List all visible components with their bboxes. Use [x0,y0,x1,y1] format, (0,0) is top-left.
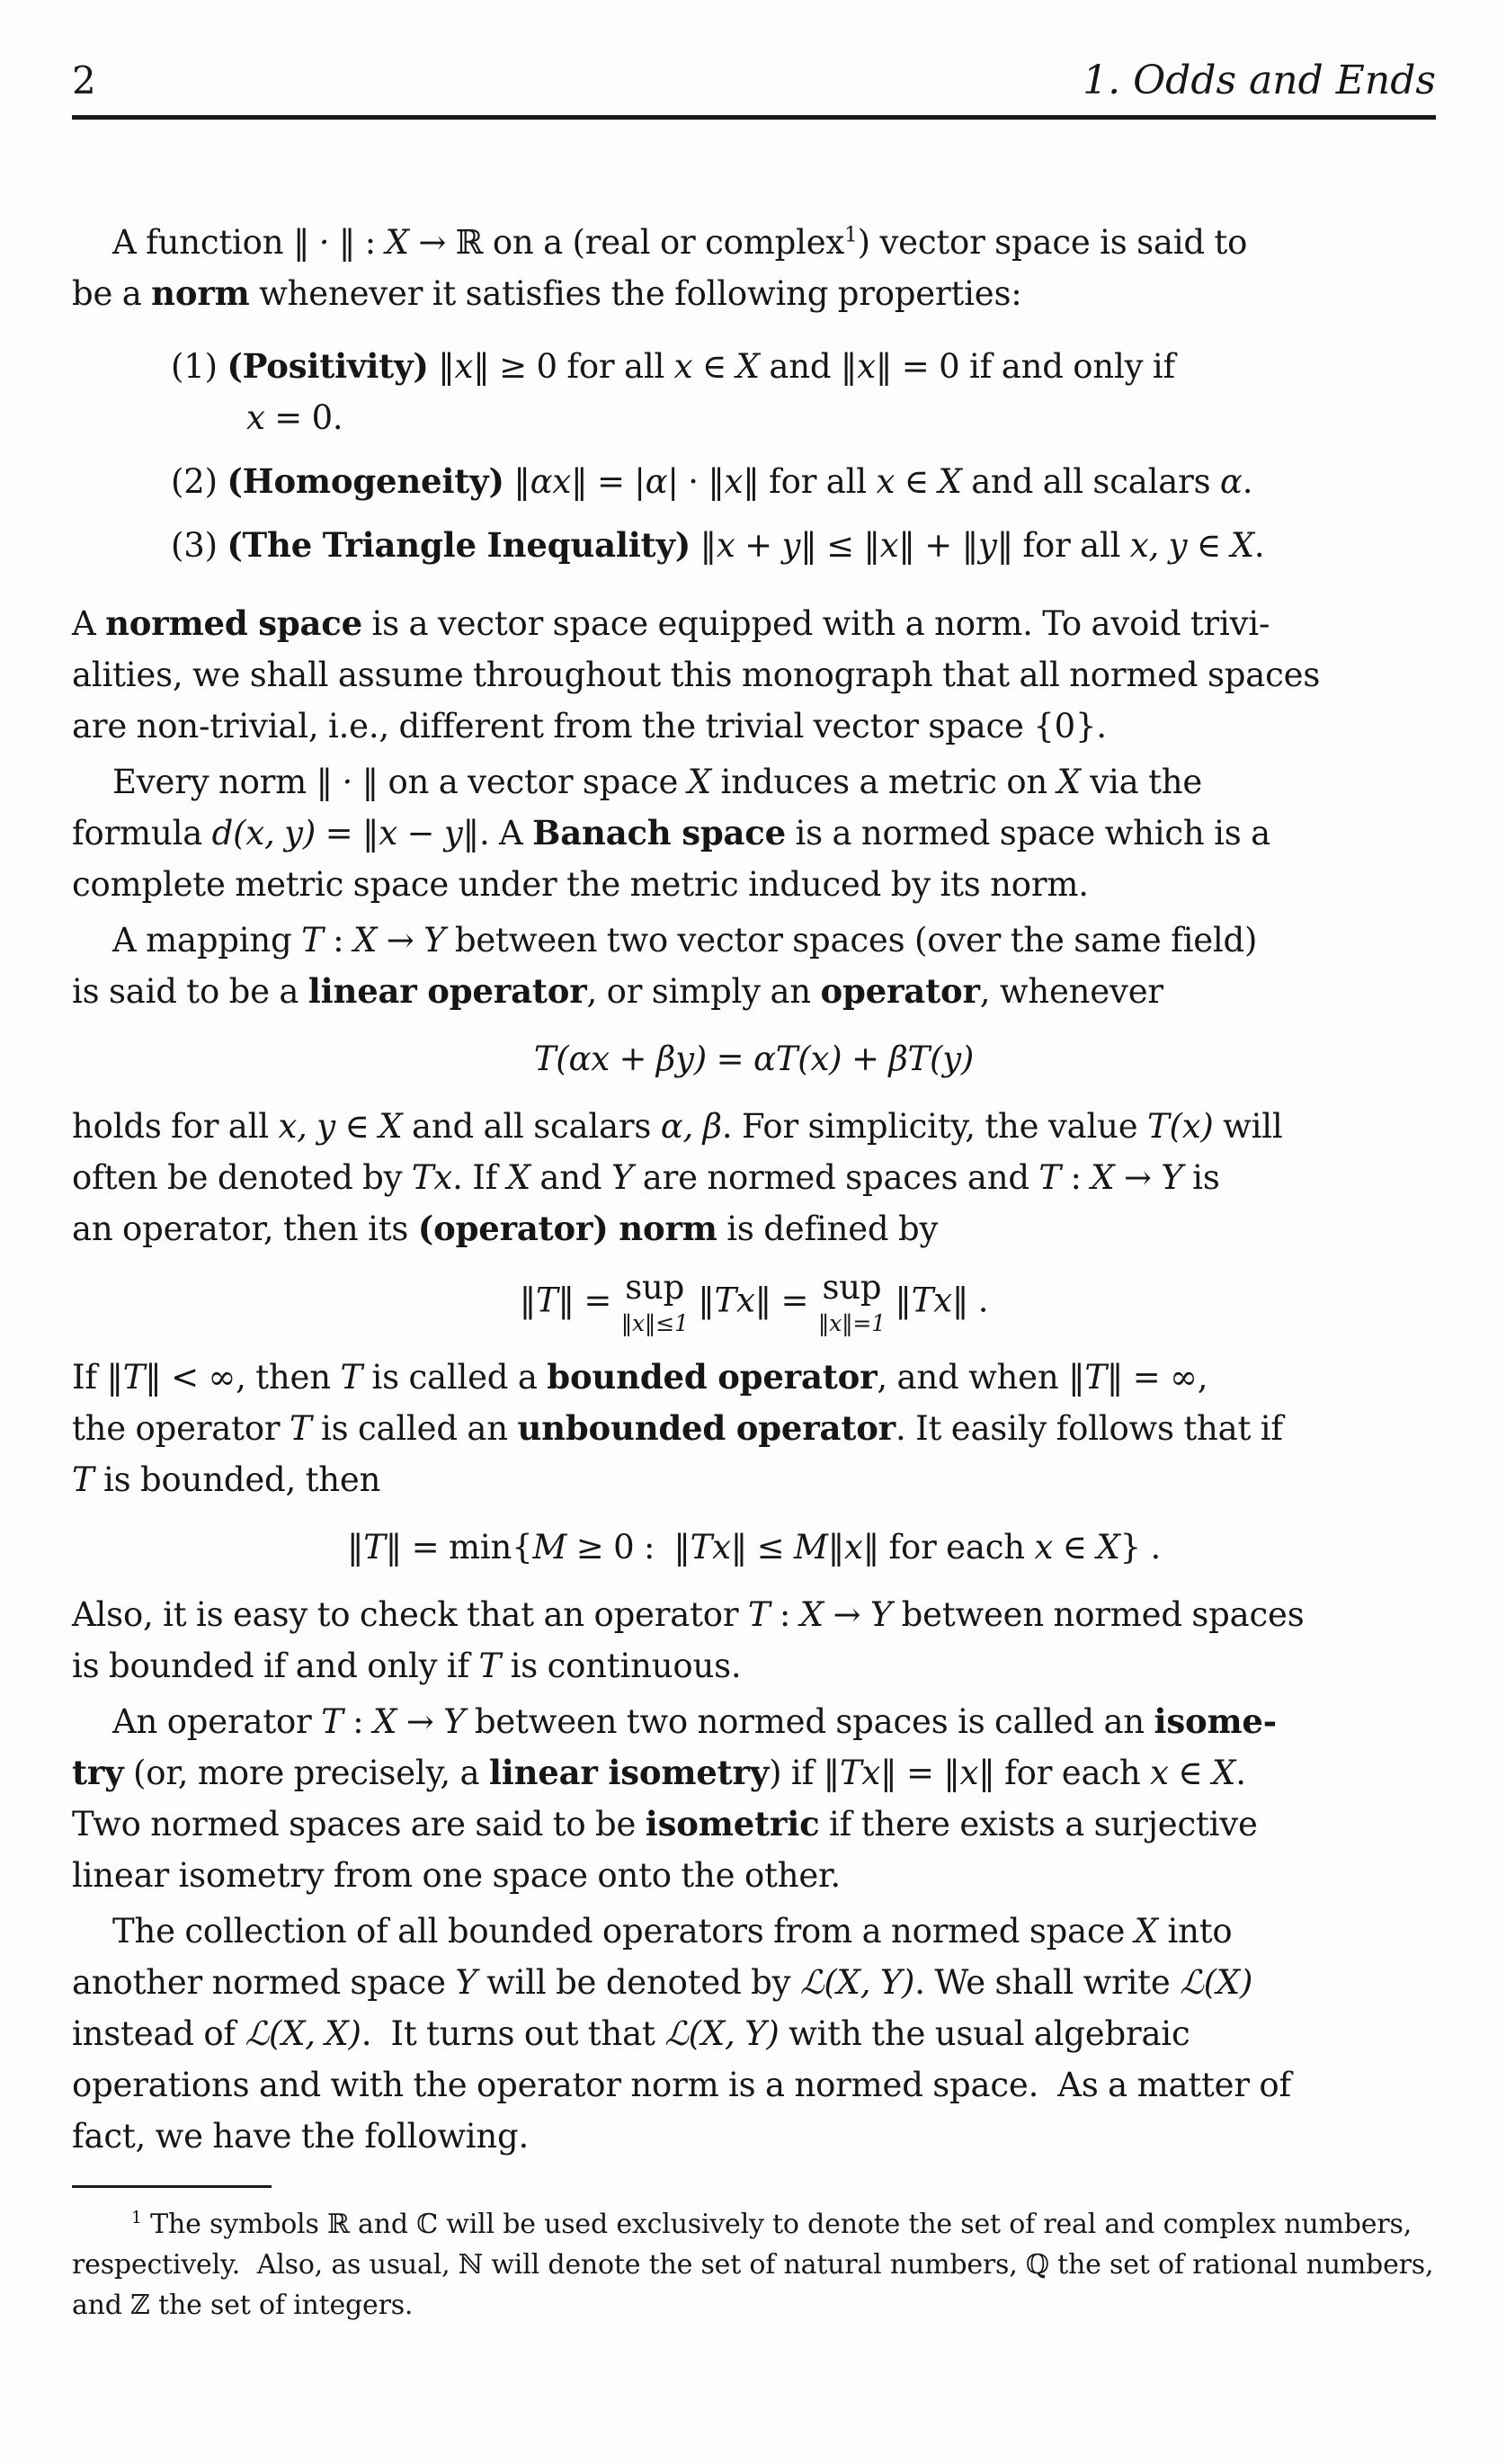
text-run: = [896,1754,944,1793]
text-run: βT(y) [888,1040,975,1078]
text-run: and ℤ the set of integers. [72,2290,414,2322]
property-list [72,341,1436,571]
text-run: · [678,462,708,501]
text-line [72,1957,1436,2008]
text-line [72,649,1436,701]
text-line [72,1906,1436,1957]
text-run: formula [72,814,212,853]
text-run: = 0. [264,398,343,437]
text-run: if there exists a surjective [819,1805,1258,1844]
text-run: is a normed space which is a [785,814,1270,853]
text-run [429,347,439,386]
text-run: ‖T‖ [346,1528,403,1567]
text-line [72,2204,1436,2245]
text-run: is called an [311,1409,518,1449]
text-run: are normed spaces and [633,1158,1039,1197]
text-line [72,1203,1436,1254]
text-run: T [1038,1158,1061,1197]
text-run: X [379,1107,403,1146]
text-run: < ∞, then [161,1358,341,1397]
text-run: ≥ 0 for all [489,347,674,386]
text-run: + [914,526,962,565]
list-item [72,456,1436,507]
text-run: → [1114,1158,1162,1197]
text-line [72,217,1436,268]
text-run: ‖Tx‖ [885,1281,969,1320]
text-run: fact, we have the following. [72,2117,530,2156]
display-equation [72,1522,1436,1573]
text-run: x [246,398,265,437]
text-line [72,1850,1436,1901]
text-run: ‖x‖ [943,1754,995,1793]
text-run: : [355,223,386,262]
text-line [72,268,1436,319]
text-line [72,1589,1436,1640]
text-run: induces a metric on [710,763,1057,801]
text-run: and all scalars [402,1107,661,1146]
text-run: (Positivity) [227,346,429,386]
text-run: (or, more precisely, a [123,1754,489,1793]
text-line [72,1101,1436,1152]
text-run: α, β [660,1107,722,1146]
text-run: an operator, then its [72,1210,418,1248]
text-run: : [1060,1158,1092,1197]
text-run: . For simplicity, the value [721,1107,1147,1146]
text-run: (operator) norm [417,1209,717,1248]
text-run: holds for all [72,1107,279,1146]
text-line [72,1640,1436,1692]
text-run: between two vector spaces (over the same field) [445,921,1258,960]
text-line [72,1522,1436,1573]
text-run: ‖x − y‖ [362,814,479,853]
text-run: : [770,1595,800,1635]
text-run: → [397,1702,444,1742]
limit-stack: sup ‖x‖=1 [817,1268,886,1336]
text-run: X [687,763,711,801]
text-run: . [1235,1754,1246,1793]
paragraph [72,1589,1436,1692]
text-run: ≤ [816,526,864,565]
text-run: T [72,1460,94,1500]
text-run: and all scalars [961,462,1220,501]
text-run: ∈ [1053,1528,1097,1567]
text-run: If [72,1358,107,1397]
text-run: → [823,1595,870,1635]
content [72,217,1436,2162]
text-run: isome- [1154,1701,1277,1742]
text-run: via the [1080,763,1203,801]
text-run: An operator [112,1702,322,1742]
text-run: be a [72,274,152,313]
text-run: = [587,462,635,501]
text-run: respectively. Also, as usual, ℕ will denote the set of natural numbers, ℚ the set of rational numbers, [72,2249,1434,2281]
text-run: is called a [361,1358,548,1397]
text-run: Banach space [532,813,786,853]
text-run: for all [759,462,877,501]
text-run: ) vector space is said to [857,223,1248,262]
text-line [171,392,1436,443]
text-run: d(x, y) [211,814,316,853]
text-run: is defined by [717,1210,939,1248]
text-run: T(αx + βy) [533,1040,708,1078]
list-item [72,520,1436,571]
text-run: X [1091,1158,1115,1197]
text-run: A function [112,223,293,262]
text-run: x [1034,1528,1054,1567]
text-run: Y [443,1702,466,1742]
text-run: = [316,814,363,853]
text-run: norm [151,273,250,313]
text-run: (1) [171,347,227,386]
text-run: T [340,1358,362,1397]
text-run: . We shall write [914,1963,1181,2003]
text-run: and [759,347,841,386]
text-run: ‖Tx‖ [823,1754,897,1793]
display-equation [72,1033,1436,1085]
text-run: operations and with the operator norm is a normed space. As a matter of [72,2066,1291,2105]
text-run: } . [1119,1528,1162,1567]
text-run: often be denoted by [72,1158,412,1197]
text-line [72,2245,1436,2285]
text-run: bounded operator [547,1357,878,1397]
text-run [504,462,514,501]
text-run: = min{ [402,1528,533,1567]
text-run: ‖y‖ [961,526,1013,565]
text-run: The symbols ℝ and ℂ will be used exclusively to denote the set of real and complex numbers, [141,2209,1412,2241]
text-run: T [478,1647,502,1686]
paragraph [72,217,1436,319]
text-run: Also, it is easy to check that an operator [72,1595,748,1635]
text-run: T(x) [1146,1107,1214,1146]
text-run: ≤ [747,1528,795,1567]
text-run: will [1213,1107,1283,1146]
text-run: = [574,1281,621,1320]
text-run: is said to be a [72,972,308,1011]
text-run: is a vector space equipped with a norm. To avoid trivi- [361,604,1270,643]
text-run: ‖T‖ [1068,1358,1124,1397]
text-run: ℒ(X, X) [245,2014,361,2054]
paragraph [72,1101,1436,1254]
text-run: + [842,1040,889,1078]
text-run: . [1242,462,1253,501]
text-run: A [72,604,106,643]
text-run: , and when [877,1358,1069,1397]
text-run: unbounded operator [517,1408,896,1449]
text-run: between normed spaces [892,1595,1305,1635]
text-run: X [938,462,962,501]
text-run: is bounded if and only if [72,1647,479,1686]
text-run: α [1219,462,1243,501]
text-run: ∈ [334,1107,379,1146]
text-run: . A [478,814,533,853]
text-run: linear isometry from one space onto the other. [72,1856,841,1896]
text-line [72,859,1436,910]
text-line [72,2285,1436,2326]
text-line [171,341,1436,392]
text-run: . [1253,526,1265,565]
text-run: X [1212,1754,1236,1793]
text-run: the operator [72,1409,290,1449]
text-run: instead of [72,2014,245,2054]
text-run: (3) [171,526,227,565]
text-run: αT(x) [753,1040,842,1078]
paragraph [72,1696,1436,1901]
text-run: X [799,1595,824,1635]
text-run: Y [455,1963,477,2003]
text-line [72,915,1436,966]
text-run: ) if [769,1754,824,1793]
text-run: ∈ [895,462,939,501]
text-run: |α| [634,462,679,501]
text-run: ‖αx‖ [513,462,588,501]
text-run: ‖x + y‖ [700,526,817,565]
text-run: T [321,1702,343,1742]
text-run: ℒ(X) [1180,1963,1253,2003]
text-run: X [1096,1528,1120,1567]
text-run: X [352,921,378,960]
text-run: Every norm [112,763,316,801]
footnote [72,2204,1436,2326]
text-run: ‖Tx‖ [673,1528,748,1567]
text-run: between two normed spaces is called an [465,1702,1154,1742]
text-line [72,2059,1436,2111]
text-run: ∈ [1187,526,1231,565]
text-run: whenever it satisfies the following properties: [249,274,1022,313]
text-run [691,526,700,565]
text-run: , or simply an [586,972,821,1011]
text-run: X [735,347,760,386]
text-run: ‖ · ‖ [316,763,379,801]
text-run: . If [452,1158,507,1197]
text-run: M‖x‖ [794,1528,879,1567]
text-line [72,701,1436,752]
text-run: another normed space [72,1963,456,2003]
text-run: X [1056,763,1081,801]
text-run: try [72,1753,124,1793]
text-run: alities, we shall assume throughout this monograph that all normed spaces [72,656,1321,694]
text-run: is [1182,1158,1220,1197]
text-run: with the usual algebraic [779,2014,1190,2054]
text-run: ∈ [1168,1754,1213,1793]
text-run: ‖x‖ [840,347,893,386]
text-run: = ∞, [1123,1358,1208,1397]
text-line [72,1152,1436,1203]
page-header [72,59,1436,103]
text-run: Y [610,1158,634,1197]
text-run: operator [820,971,980,1011]
text-line [171,456,1436,507]
text-run: T [301,921,324,960]
text-run: X [506,1158,530,1197]
text-run: is continuous. [501,1647,742,1686]
text-run: A mapping [112,921,302,960]
limit-stack: sup ‖x‖≤1 [620,1268,689,1336]
header-rule [72,115,1436,120]
text-line [72,598,1436,649]
display-equation [72,1268,1436,1336]
text-run: = [771,1281,818,1320]
text-run: X [372,1702,397,1742]
text-run: X [385,223,409,262]
text-line [72,1799,1436,1850]
text-run: . It turns out that [361,2014,665,2054]
text-line [72,1454,1436,1505]
text-line [72,756,1436,808]
text-line [72,1268,1436,1336]
text-run: T [747,1595,771,1635]
footnote-rule [72,2185,272,2188]
text-run: complete metric space under the metric induced by its norm. [72,865,1089,904]
text-run: : [323,921,353,960]
running-header: 1. Odds and Ends [1083,58,1436,103]
paragraph [72,915,1436,1017]
text-run: normed space [105,603,362,643]
text-line [72,808,1436,859]
text-run: ∈ [692,347,736,386]
text-run: ℒ(X, Y) [799,1963,915,2003]
text-run: Y [1161,1158,1183,1197]
text-line [72,1352,1436,1403]
text-run: ‖x‖ [863,526,915,565]
paragraph [72,1352,1436,1505]
text-line [72,2111,1436,2162]
text-run: = 0 if and only if [892,347,1175,386]
text-run: x, y [1129,526,1188,565]
text-run: Y [869,1595,893,1635]
text-run: linear operator [307,971,587,1011]
superscript: 1 [131,2209,142,2228]
text-run: on a vector space [378,763,688,801]
text-line [72,1696,1436,1747]
superscript: 1 [844,223,858,247]
text-run: (Homogeneity) [227,461,504,501]
paragraph [72,1906,1436,2162]
text-run: ≥ 0 : [566,1528,674,1567]
text-run: isometric [645,1804,820,1844]
text-line [171,520,1436,571]
list-item [72,341,1436,443]
text-line [72,2008,1436,2059]
text-run: . It easily follows that if [895,1409,1283,1449]
page-number: 2 [72,58,96,103]
text-run: ‖T‖ [519,1281,575,1320]
text-run: x [673,347,693,386]
text-run: and [530,1158,611,1197]
text-run: Tx [411,1158,453,1197]
text-line [72,1033,1436,1085]
text-run: X [1134,1912,1158,1951]
text-run: linear isometry [488,1753,770,1793]
text-run: x [876,462,896,501]
text-run: Y [423,921,446,960]
text-run: are non-trivial, i.e., different from the trivial vector space {0}. [72,707,1107,745]
text-run: ℒ(X, Y) [664,2014,780,2054]
text-run: X [1230,526,1254,565]
text-run: → [377,921,424,960]
text-run: x [1150,1754,1169,1793]
text-run: The collection of all bounded operators from a normed space [112,1912,1135,1951]
text-run: for each [994,1754,1151,1793]
text-run: T [289,1409,312,1449]
text-run: into [1157,1912,1233,1951]
text-run: ‖x‖ [438,347,490,386]
text-run: ‖T‖ [106,1358,162,1397]
text-run: will be denoted by [477,1963,800,2003]
text-run: is bounded, then [94,1460,381,1500]
text-run: → ℝ on a (real or complex [408,223,845,262]
text-run: (The Triangle Inequality) [227,525,691,565]
text-line [72,1403,1436,1454]
text-run: ‖Tx‖ [688,1281,771,1320]
text-run: ‖ · ‖ [292,223,356,262]
text-run: : [343,1702,373,1742]
text-run: M [532,1528,567,1567]
text-run: (2) [171,462,227,501]
text-run: . [968,1281,989,1320]
text-line [72,1747,1436,1799]
text-run: for all [1013,526,1130,565]
text-run: Two normed spaces are said to be [72,1805,646,1844]
text-run: ‖x‖ [708,462,760,501]
text-run: for each [879,1528,1035,1567]
paragraph [72,598,1436,752]
text-run: , whenever [979,972,1163,1011]
text-run: x, y [278,1107,335,1146]
paragraph [72,756,1436,910]
text-run: = [707,1040,753,1078]
text-line [72,966,1436,1017]
